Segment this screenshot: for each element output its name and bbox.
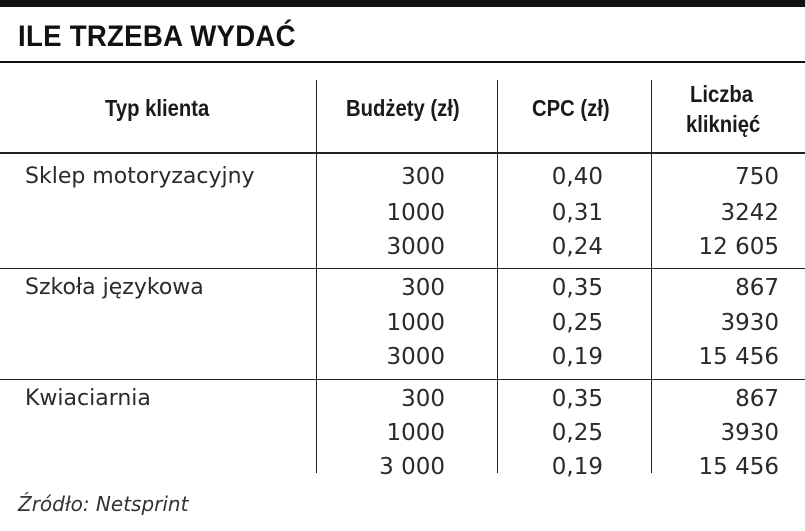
budget-cell: 1000 — [386, 420, 445, 446]
column-separator — [316, 80, 317, 473]
budget-cell: 3000 — [386, 344, 445, 370]
cpc-cell: 0,19 — [551, 454, 603, 480]
header-rule — [0, 152, 805, 154]
clicks-cell: 15 456 — [698, 344, 779, 370]
cpc-cell: 0,24 — [551, 234, 603, 260]
group-separator — [0, 268, 805, 269]
cpc-cell: 0,35 — [551, 386, 603, 412]
budget-cell: 300 — [401, 386, 445, 412]
clicks-cell: 12 605 — [698, 234, 779, 260]
cpc-cell: 0,25 — [551, 310, 603, 336]
header-cpc: CPC (zł) — [532, 95, 610, 121]
cpc-cell: 0,25 — [551, 420, 603, 446]
client-name: Kwiaciarnia — [25, 386, 151, 411]
budget-cell: 3000 — [386, 234, 445, 260]
cpc-cell: 0,19 — [551, 344, 603, 370]
cpc-cell: 0,40 — [551, 164, 603, 190]
budget-cell: 1000 — [386, 200, 445, 226]
clicks-cell: 867 — [735, 275, 779, 301]
client-name: Sklep motoryzacyjny — [25, 164, 255, 189]
title-bar — [0, 14, 805, 63]
cpc-cell: 0,31 — [551, 200, 603, 226]
clicks-cell: 3930 — [720, 420, 779, 446]
cpc-cell: 0,35 — [551, 275, 603, 301]
clicks-cell: 15 456 — [698, 454, 779, 480]
header-clicks-line1: Liczba — [690, 81, 753, 107]
table-title: ILE TRZEBA WYDAĆ — [18, 20, 296, 53]
clicks-cell: 867 — [735, 386, 779, 412]
budget-cell: 3 000 — [379, 454, 445, 480]
client-name: Szkoła językowa — [25, 275, 204, 300]
clicks-cell: 750 — [735, 164, 779, 190]
clicks-cell: 3930 — [720, 310, 779, 336]
header-clicks-line2: kliknięć — [686, 111, 761, 137]
clicks-cell: 3242 — [720, 200, 779, 226]
column-separator — [497, 80, 498, 473]
group-separator — [0, 379, 805, 380]
column-separator — [651, 80, 652, 473]
budget-cell: 1000 — [386, 310, 445, 336]
source-note: Źródło: Netsprint — [18, 492, 189, 516]
header-client-type: Typ klienta — [105, 95, 210, 121]
budget-cell: 300 — [401, 164, 445, 190]
header-budgets: Budżety (zł) — [346, 95, 460, 121]
budget-cell: 300 — [401, 275, 445, 301]
